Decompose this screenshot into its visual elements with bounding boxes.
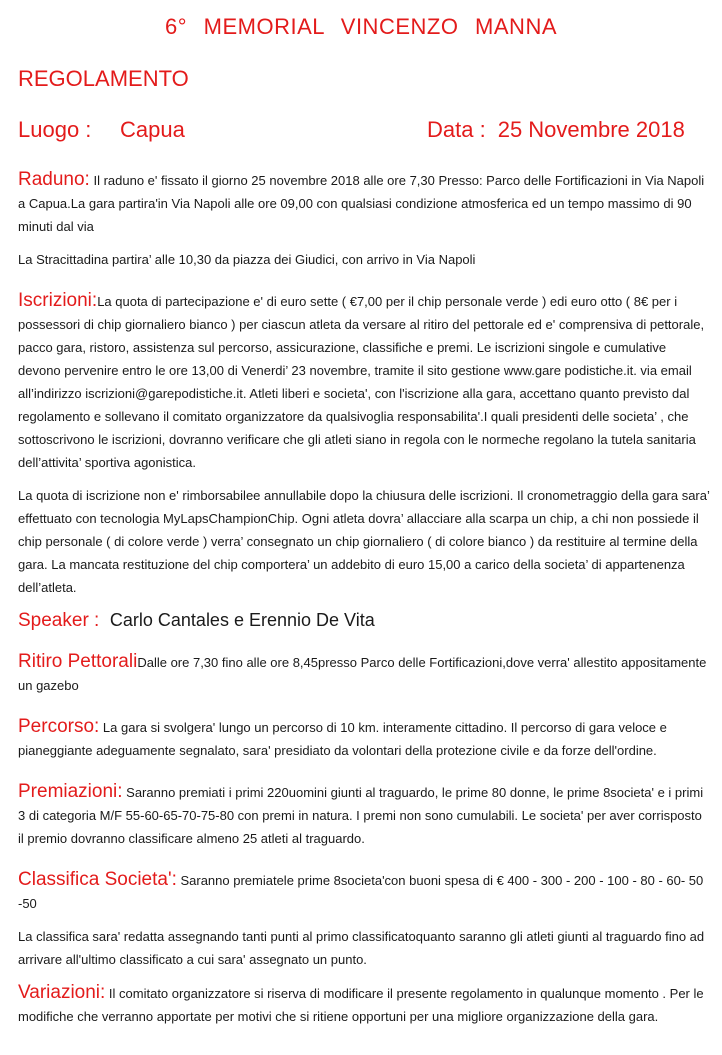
data-line [427,117,685,143]
percorso-text: La gara si svolgera' lungo un percorso di 10 km. interamente cittadino. Il percorso di gara veloce e pianeggiante adeguamente segnalato, sara' presidiato da volontari della protezione civile e da forze dell'ordine. [18,720,667,758]
iscrizioni-heading: Iscrizioni: [18,290,98,311]
premiazioni-section [18,780,710,850]
data-value: 25 Novembre 2018 [497,117,685,142]
speaker-heading: Speaker : [18,610,100,631]
iscrizioni-section [18,289,710,474]
iscrizioni-text-2: La quota di iscrizione non e' rimborsabilee annullabile dopo la chiusura delle iscrizioni. Il cronometraggio della gara sara’ effettuato con tecnologia MyLapsChampionChip. Ogni atleta dovra’ allacciare alla scarpa un chip, a chi non possiede il chip personale ( di colore verde ) verra’ consegnato un chip giornaliero ( di colore bianco ) da restituire al termine della gara. La mancata restituzione del chip comportera’ un addebito di euro 15,00 a carico della societa’ di appartenenza dell’atleta. [18,488,710,595]
raduno-section [18,168,710,238]
data-label: Data : [427,117,486,142]
raduno-heading: Raduno: [18,169,90,190]
luogo-label: Luogo : [18,117,92,142]
raduno-text: Il raduno e' fissato il giorno 25 novembre 2018 alle ore 7,30 Presso: Parco delle Fortificazioni in Via Napoli a Capua.La gara partira'in Via Napoli alle ore 09,00 con qualsiasi condizione atmosferica ed un tempo massimo di 90 minuti dal via [18,173,705,234]
iscrizioni-text: La quota di partecipazione e' di euro sette ( €7,00 per il chip personale verde ) edi euro otto ( 8€ per i possessori di chip giornaliero bianco ) per ciascun atleta da versare al ritiro del pettorale ed e' comprensiva di pettorale, pacco gara, ristoro, assistenza sul percorso, assicurazione, classifiche e premi. Le iscrizioni singole e cumulative devono pervenire entro le ore 13,00 di Venerdi’ 23 novembre, tramite il sito gestione www.gare podistiche.it. via email all’indirizzo iscrizioni@garepodistiche.it. Atleti liberi e societa', con l'iscrizione alla gara, accettano quanto previsto dal regolamento e sollevano il comitato organizzatore da qualsivoglia responsabilita'.I quali presidenti delle societa’ , che sottoscrivono le iscrizioni, dovranno verificare che gli atleti siano in regola con le normeche regolano la tutela sanitaria dell’attivita’ sportiva agonistica. [18,294,705,470]
classifica-text: Saranno premiatele prime 8societa'con buoni spesa di € 400 - 300 - 200 - 100 - 80 - 60- 50 -50 [18,873,704,911]
regolamento-heading: REGOLAMENTO [18,66,189,91]
ritiro-text: Dalle ore 7,30 fino alle ore 8,45presso Parco delle Fortificazioni,dove verra' allestito appositamente un gazebo [18,655,707,693]
stracittadina-text: La Stracittadina partira’ alle 10,30 da piazza dei Giudici, con arrivo in Via Napoli [18,252,476,267]
ritiro-section [18,650,710,697]
luogo-value: Capua [120,117,185,142]
classifica-text-2: La classifica sara' redatta assegnando tanti punti al primo classificatoquanto saranno gli atleti giunti al traguardo fino ad arrivare all'ultimo classificato a cui sara' assegnato un punto. [18,929,705,967]
classifica-heading: Classifica Societa': [18,869,177,890]
page-title: 6° MEMORIAL VINCENZO MANNA [164,14,558,39]
variazioni-heading: Variazioni: [18,982,106,1003]
variazioni-text: Il comitato organizzatore si riserva di modificare il presente regolamento in qualunque momento . Per le modifiche che verranno apportate per motivi che si ritiene opportuni per una migliore organizzazione della gara. [18,986,704,1024]
premiazioni-heading: Premiazioni: [18,781,123,802]
percorso-heading: Percorso: [18,716,100,737]
luogo-line [18,117,185,143]
regulation-body [18,168,710,1028]
speaker-section [18,609,710,632]
premiazioni-text: Saranno premiati i primi 220uomini giunti al traguardo, le prime 80 donne, le prime 8societa' e i primi 3 di categoria M/F 55-60-65-70-75-80 con premi in natura. I premi non sono cumulabili. Le societa' per aver corrisposto il premio dovranno classificare almeno 25 atleti al traguardo. [18,785,704,846]
speaker-names: Carlo Cantales e Erennio De Vita [109,610,375,630]
ritiro-heading: Ritiro Pettorali [18,651,138,672]
classifica-section [18,868,710,915]
percorso-section [18,715,710,762]
variazioni-section [18,981,710,1028]
